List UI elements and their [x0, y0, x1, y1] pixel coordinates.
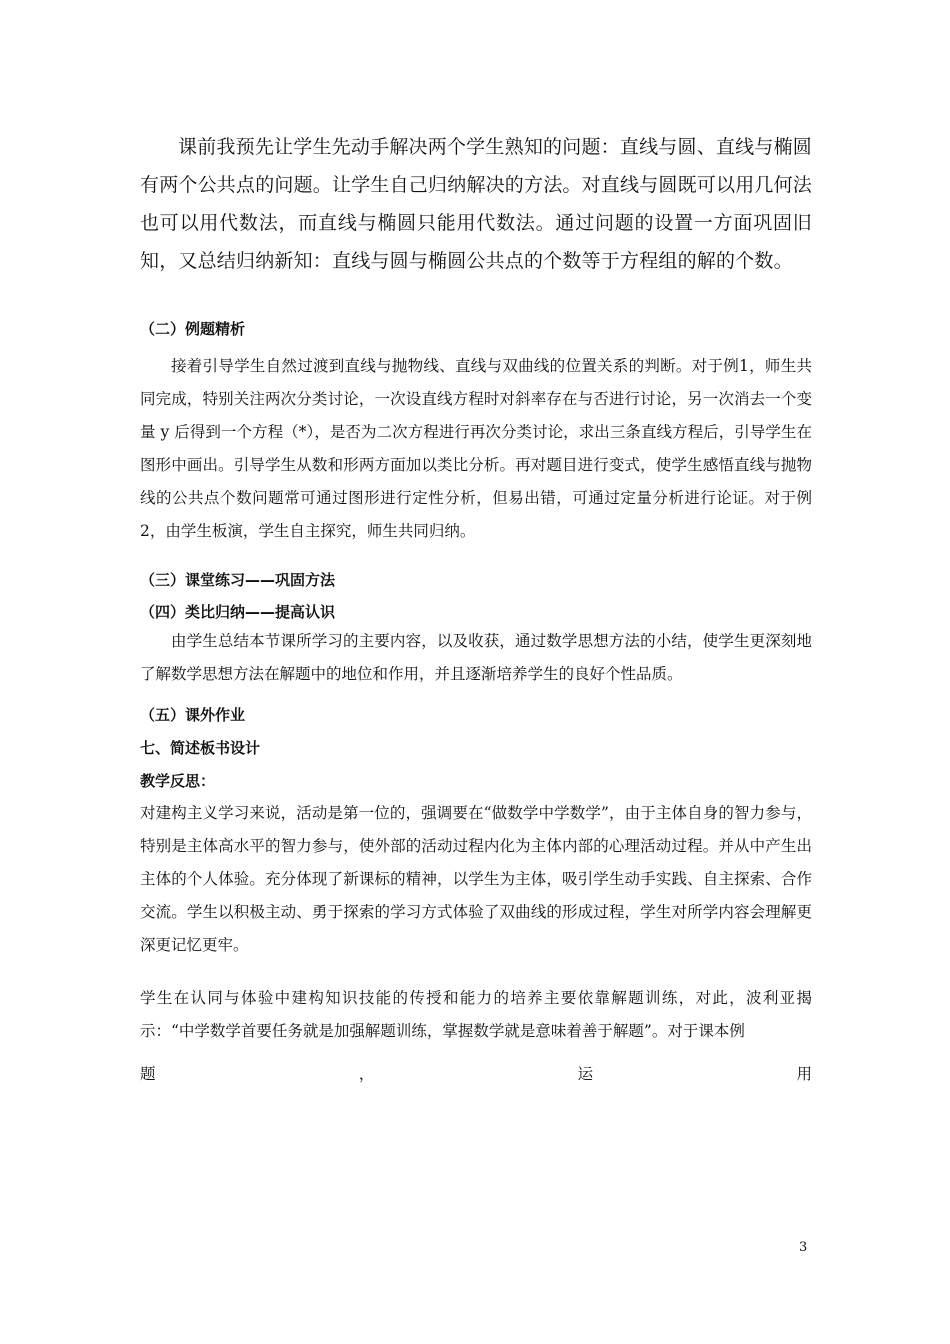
intro-paragraph: 课前我预先让学生先动手解决两个学生熟知的问题：直线与圆、直线与椭圆有两个公共点的问题。让学生自己归纳解决的方法。对直线与圆既可以用几何法也可以用代数法，而直线与椭圆只能用代数法。通过问题的设置一方面巩固旧知，又总结归纳新知：直线与圆与椭圆公共点的个数等于方程组的解的个数。 [140, 136, 813, 272]
section-heading-homework: （五）课外作业 [140, 706, 246, 724]
spread-char: 题 [140, 1065, 156, 1083]
reflection-paragraph: 对建构主义学习来说，活动是第一位的，强调要在“做数学中学数学”，由于主体自身的智力参与，特别是主体高水平的智力参与，使外部的活动过程内化为主体内部的心理活动过程。并从中产生出主体的个人体验。充分体现了新课标的精神，以学生为主体，吸引学生动手实践、自主探索、合作交流。学生以积极主动、勇于探索的学习方式体验了双曲线的形成过程，学生对所学内容会理解更深更记忆更牢。 [140, 804, 812, 954]
page-number: 3 [799, 1240, 808, 1255]
section-paragraph-examples: 接着引导学生自然过渡到直线与抛物线、直线与双曲线的位置关系的判断。对于例1，师生共同完成，特别关注两次分类讨论，一次设直线方程时对斜率存在与否进行讨论，另一次消去一个变量 y 后得到一个方程（*），是否为二次方程进行再次分类讨论，求出三条直线方程后，引导学生在图形中画出。引导学生从数和形两方面加以类比分析。再对题目进行变式，使学生感悟直线与抛物线的公共点个数问题常可通过图形进行定性分析，但易出错，可通过定量分析进行论证。对于例2，由学生板演，学生自主探究，师生共同归纳。 [140, 357, 812, 540]
section-heading-board-design: 七、简述板书设计 [140, 739, 261, 757]
spread-char: 运 [577, 1065, 594, 1083]
reflection-heading: 教学反思： [140, 772, 216, 790]
justified-last-line [140, 1058, 812, 1091]
section-heading-summary: （四）类比归纳——提高认识 [140, 603, 336, 621]
section-paragraph-summary: 由学生总结本节课所学习的主要内容，以及收获，通过数学思想方法的小结，使学生更深刻地了解数学思想方法在解题中的地位和作用，并且逐渐培养学生的良好个性品质。 [140, 632, 812, 683]
section-heading-examples: （二）例题精析 [140, 320, 246, 338]
spread-char: ， [358, 1065, 375, 1083]
reflection-paragraph-continued: 学生在认同与体验中建构知识技能的传授和能力的培养主要依靠解题训练，对此，波利亚揭示：“中学数学首要任务就是加强解题训练，掌握数学就是意味着善于解题”。对于课本例 [140, 989, 812, 1040]
spread-char: 用 [796, 1065, 812, 1083]
section-heading-practice: （三）课堂练习——巩固方法 [140, 571, 336, 589]
